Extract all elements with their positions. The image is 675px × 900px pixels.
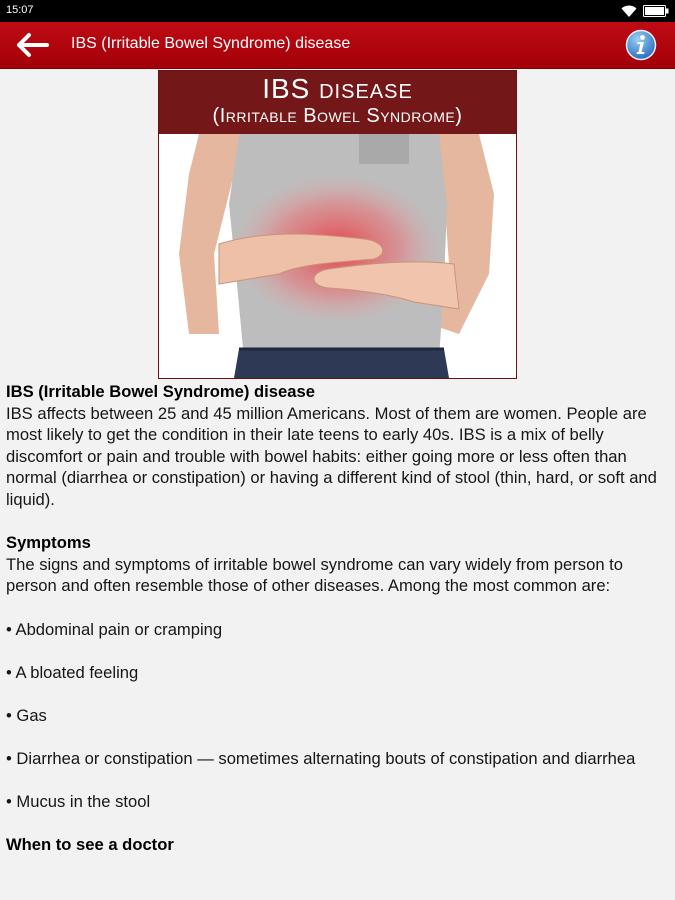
status-icons: [621, 2, 669, 20]
hero-image: [158, 70, 517, 379]
symptoms-heading: Symptoms: [6, 533, 91, 553]
app-bar: [0, 22, 675, 69]
symptoms-intro: The signs and symptoms of irritable bowel syndrome can vary widely from person to person and often resemble those of other diseases. Among the most common are:: [6, 554, 623, 596]
article-intro: IBS affects between 25 and 45 million Americans. Most of them are women. People are most likely to get the condition in their late teens to early 40s. IBS is a mix of belly discomfort or pain and trouble with bowel habits: either going more or less often than normal (diarrhea or constipation) or having a different kind of stool (thin, hard, or soft and liquid).: [6, 403, 657, 509]
list-item: • A bloated feeling: [6, 662, 139, 682]
hero-title: IBS disease: [262, 73, 413, 104]
doctor-heading: When to see a doctor: [6, 835, 174, 855]
status-time: 15:07: [6, 4, 34, 16]
status-bar: [0, 0, 675, 22]
info-icon[interactable]: [625, 29, 657, 61]
hero-subtitle: (Irritable Bowel Syndrome): [212, 105, 463, 127]
belly-pain-illustration: [159, 134, 516, 378]
article-text: [6, 381, 670, 856]
list-item: • Diarrhea or constipation — sometimes alternating bouts of constipation and diarrhea: [6, 749, 636, 769]
wifi-icon: [621, 4, 637, 18]
back-arrow-icon[interactable]: [16, 32, 50, 58]
list-item: • Gas: [6, 705, 47, 725]
article-heading: IBS (Irritable Bowel Syndrome) disease: [6, 382, 315, 401]
article-content[interactable]: [0, 69, 675, 900]
page-title: IBS (Irritable Bowel Syndrome) disease: [71, 35, 351, 52]
hero-banner: [159, 71, 516, 134]
list-item: • Mucus in the stool: [6, 792, 151, 812]
list-item: • Abdominal pain or cramping: [6, 619, 223, 639]
battery-icon: [643, 5, 669, 17]
